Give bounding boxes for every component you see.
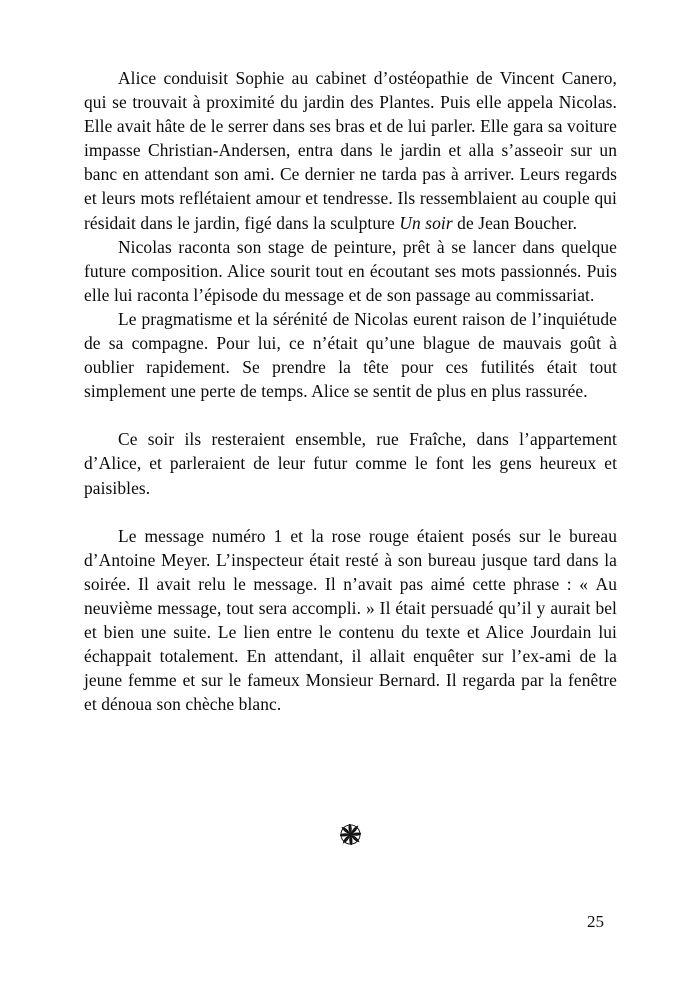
sculpture-title-italic: Un soir xyxy=(399,212,453,233)
paragraph-4: Ce soir ils resteraient ensemble, rue Fraîche, dans l’appartement d’Alice, et parleraient de leur futur comme le font les gens heureux et paisibles. xyxy=(84,429,617,498)
paragraph-2: Nicolas raconta son stage de peinture, prêt à se lancer dans quelque future composition. Alice sourit tout en écoutant ses mots passionnés. Puis elle lui raconta l’épisode du message et de son passage au commissariat. xyxy=(84,236,617,305)
paragraph-3: Le pragmatisme et la sérénité de Nicolas eurent raison de l’inquiétude de sa compagne. Pour lui, ce n’était qu’une blague de mauvais goût à oublier rapidement. Se prendre la tête pour ces futilités était tout simplement une perte de temps. Alice se sentit de plus en plus rassurée. xyxy=(84,308,617,402)
paragraph-1-text-end: de Jean Boucher. xyxy=(452,212,578,233)
body-text-block xyxy=(84,66,617,716)
section-break-row xyxy=(0,824,700,845)
page-number: 25 xyxy=(587,912,604,931)
paragraph-1-text: Alice conduisit Sophie au cabinet d’ostéopathie de Vincent Canero, qui se trouvait à proximité du jardin des Plantes. Puis elle appela Nicolas. Elle avait hâte de le serrer dans ses bras et de lui parler. Elle gara sa voiture impasse Christian-Andersen, entra dans le jardin et alla s’asseoir sur un banc en attendant son ami. Ce dernier ne tarda pas à arriver. Leurs regards et leurs mots reflétaient amour et tendresse. Ils ressemblaient au couple qui résidait dans le jardin, figé dans la sculpture xyxy=(84,68,617,233)
paragraph-1 xyxy=(84,66,617,235)
paragraph-5: Le message numéro 1 et la rose rouge étaient posés sur le bureau d’Antoine Meyer. L’inspecteur était resté à son bureau jusque tard dans la soirée. Il avait relu le message. Il n’avait pas aimé cette phrase : « Au neuvième message, tout sera accompli. » Il était persuadé qu’il y aurait bel et bien une suite. Le lien entre le contenu du texte et Alice Jourdain lui échappait totalement. En attendant, il allait enquêter sur l’ex-ami de la jeune femme et sur le fameux Monsieur Bernard. Il regarda par la fenêtre et dénoua son chèche blanc. xyxy=(84,525,617,715)
pinwheel-fleuron-icon xyxy=(340,832,361,849)
